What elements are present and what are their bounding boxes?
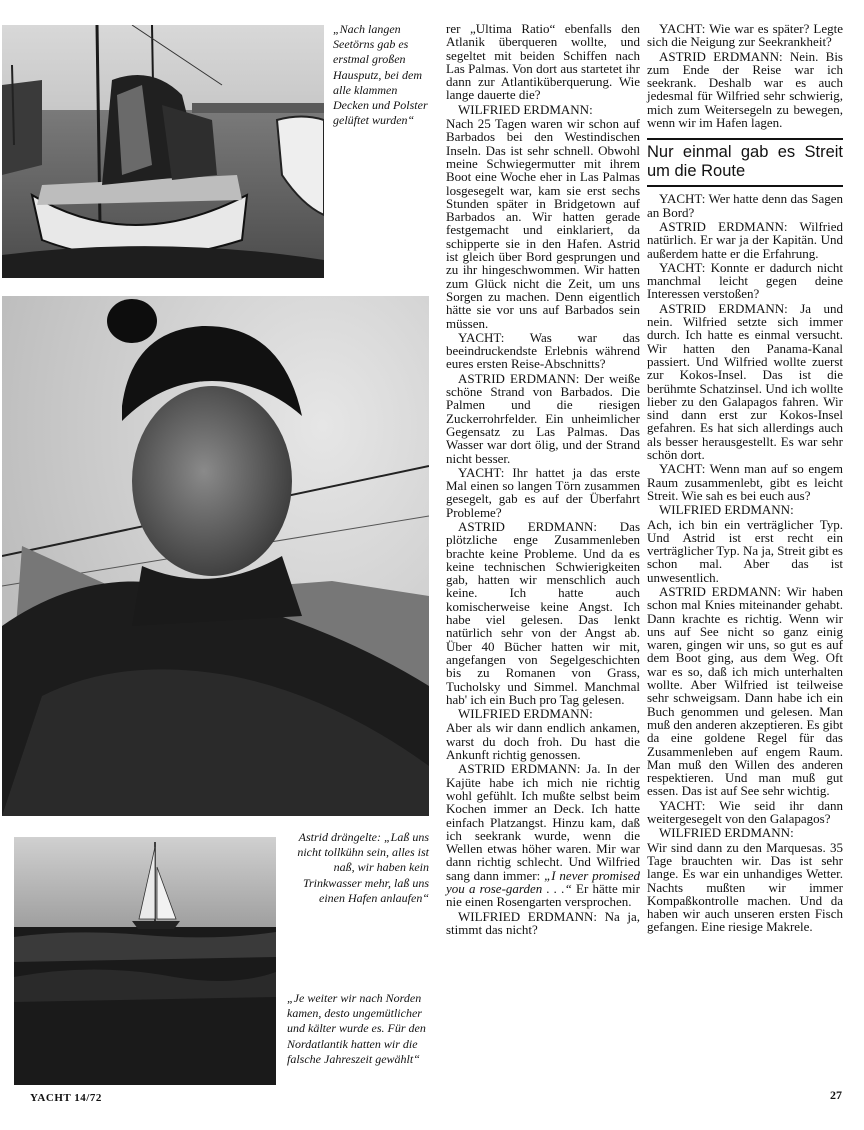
paragraph: ASTRID ERDMANN: Nein. Bis zum Ende der Reise war ich seekrank. Deshalb war es auch jedesmal für Wilfried sehr schwierig, mich zum Weitersegeln zu bewegen, wenn wir im Hafen lagen. [647, 48, 843, 131]
paragraph-text: Er hätte mir nie einen Rosengarten versprochen. [446, 881, 640, 910]
speaker-label: WILFRIED ERDMANN: [458, 101, 593, 117]
article-column-1 [446, 22, 640, 937]
paragraph: ASTRID ERDMANN: Ja und nein. Wilfried setzte sich immer durch. Ich hatte es einmal versucht. Wir hatten den Panama-Kanal passiert. Und Wilfried wollte zuerst zur Kokos-Insel. Das ist die berühmte Schatzinsel. Und ich wollte lieber zu den Galapagos fahren. Wir sind dann erst zur Kokos-Insel gefahren. Es hat sich allerdings auch als besser herausgestellt. Es war sehr schön dort. [647, 300, 843, 463]
song-quote: „I never promised you a rose-garden . . .“ [446, 867, 640, 896]
caption-north-atlantic: „Je weiter wir nach Norden kamen, desto ungemütlicher und kälter wurde es. Für den Nordatlantik hatten wir die falsche Jahreszeit gewählt“ [287, 991, 426, 1066]
paragraph: YACHT: Wer hatte denn das Sagen an Bord? [647, 191, 843, 220]
astrid-portrait-photo [2, 296, 429, 816]
paragraph: YACHT: Was war das beeindruckendste Erlebnis während eures ersten Reise-Abschnitts? [446, 329, 640, 372]
harbor-photo-graphic [2, 25, 324, 278]
paragraph: YACHT: Ihr hattet ja das erste Mal einen so langen Törn zusammen gesegelt, gab es auf der Überfahrt Probleme? [446, 464, 640, 520]
paragraph: WILFRIED ERDMANN: Na ja, stimmt das nicht? [446, 908, 640, 937]
paragraph: ASTRID ERDMANN: Wilfried natürlich. Er war ja der Kapitän. Und außerdem hatte er die Erfahrung. [647, 218, 843, 261]
magazine-issue-label: YACHT 14/72 [30, 1092, 102, 1104]
sea-photo-graphic [14, 837, 276, 1085]
speaker-label: WILFRIED ERDMANN: [659, 825, 794, 841]
paragraph: Ach, ich bin ein verträglicher Typ. Und Astrid ist erst recht ein verträglicher Typ. Na ja, Streit gibt es schon mal. Aber das ist unwesentlich. [647, 516, 843, 585]
portrait-photo-graphic [2, 296, 429, 816]
caption-astrid-quote: Astrid drängelte: „Laß uns nicht tollkühn sein, alles ist naß, wir haben kein Trinkwasser mehr, laß uns einen Hafen anlaufen“ [297, 830, 429, 905]
caption-harbor-photo: „Nach langen Seetörns gab es erstmal großen Hausputz, bei dem alle klammen Decken und Polster gelüftet wurden“ [333, 22, 428, 128]
paragraph-text: ASTRID ERDMANN: Ja. In der Kajüte habe ich mich nie richtig wohl gefühlt. Ich mußte selbst beim Kochen immer an Deck. Ich hatte einfach Platzangst. Hinzu kam, daß ich seekrank wurde, wenn die Wellen etwas höher waren. Mir war dann richtig schlecht. Und Wilfried sang dann immer: [446, 761, 640, 883]
paragraph: rer „Ultima Ratio“ ebenfalls den Atlanik überqueren wollte, und segeltet mit beiden Schiffen nach Las Palmas. Von dort aus startetet ihr dann zur Atlantiküberquerung. Wie lange dauerte die? [446, 21, 640, 103]
paragraph: ASTRID ERDMANN: Der weiße schöne Strand von Barbados. Die Palmen und die riesigen Zuckerrohrfelder. Ein unheimlicher Gegensatz zu Las Palmas. Das Wasser war dort ölig, und der Strand nicht besser. [446, 370, 640, 466]
paragraph [446, 762, 640, 908]
paragraph: YACHT: Wenn man auf so engem Raum zusammenlebt, gibt es leicht Streit. Wie sah es bei euch aus? [647, 461, 843, 503]
paragraph: YACHT: Konnte er dadurch nicht manchmal leicht gegen deine Interessen verstoßen? [647, 259, 843, 302]
paragraph: ASTRID ERDMANN: Wir haben schon mal Knies miteinander gehabt. Dann krachte es richtig. Wenn wir uns auf See nicht so ganz einig waren, gingen wir uns, so gut es auf dem Boot ging, aus dem Weg. Oft war es so, daß ich mich unterhalten wollte. Aber Wilfried ist teilweise sehr schweigsam. Dann habe ich ein Buch genommen und gelesen. Man muß den anderen akzeptieren. Es gibt da eine goldene Regel für das Zusammenleben auf engem Raum. Man muß den Willen des anderen respektieren. Und man muß gut essen. Das ist auf See sehr wichtig. [647, 583, 843, 799]
paragraph: ASTRID ERDMANN: Das plötzliche enge Zusammenleben brachte keine Probleme. Und da es keine technischen Schwierigkeiten gab, hatten wir menschlich auch keine. Ich hatte auch komischerweise keine Angst. Ich habe viel gelesen. Das lenkt natürlich sehr von der Angst ab. Über 40 Bücher hatten wir mit, angefangen von Segelgeschichten bis zu Romanen von Grass, Tucholsky und Simmel. Manchmal hab' ich ein Buch pro Tag gelesen. [446, 518, 640, 707]
article-column-2 [647, 22, 843, 935]
paragraph: Nach 25 Tagen waren wir schon auf Barbados bei den Westindischen Inseln. Das ist sehr schnell. Obwohl meine Schwiegermutter mit ihrem Boot eine Woche eher in Las Palmas losgesegelt war, kam sie erst sechs Stunden später in Bridgetown auf Barbados an. Wir hatten gerade festgemacht und einklariert, da schipperte sie in den Hafen. Astrid ist gleich über Bord gesprungen und zu ihr hingeschwommen. Wir hatten zum Glück nicht die Zeit, um uns Sorgen zu machen. Denn eigentlich hätte sie vor uns auf Barbados sein müssen. [446, 116, 640, 331]
paragraph: YACHT: Wie war es später? Legte sich die Neigung zur Seekrankheit? [647, 21, 843, 50]
speaker-label: WILFRIED ERDMANN: [659, 502, 794, 518]
harbor-sailboat-photo [2, 25, 324, 278]
paragraph: Aber als wir dann endlich ankamen, warst du doch froh. Du hast die Ankunft richtig genossen. [446, 720, 640, 763]
page-number: 27 [830, 1088, 842, 1102]
paragraph: YACHT: Wie seid ihr dann weitergesegelt von den Galapagos? [647, 797, 843, 827]
sailboat-at-sea-photo [14, 837, 276, 1085]
paragraph: Wir sind dann zu den Marquesas. 35 Tage brauchten wir. Das ist sehr lange. Es war ein unhandiges Wetter. Nachts mußten wir immer Kompaßkontrolle machen. Und da haben wir auch unseren ersten Fisch gefangen. Eine riesige Makrele. [647, 839, 843, 935]
speaker-label: WILFRIED ERDMANN: [458, 706, 593, 722]
section-subheading: Nur einmal gab es Streit um die Route [647, 138, 843, 187]
